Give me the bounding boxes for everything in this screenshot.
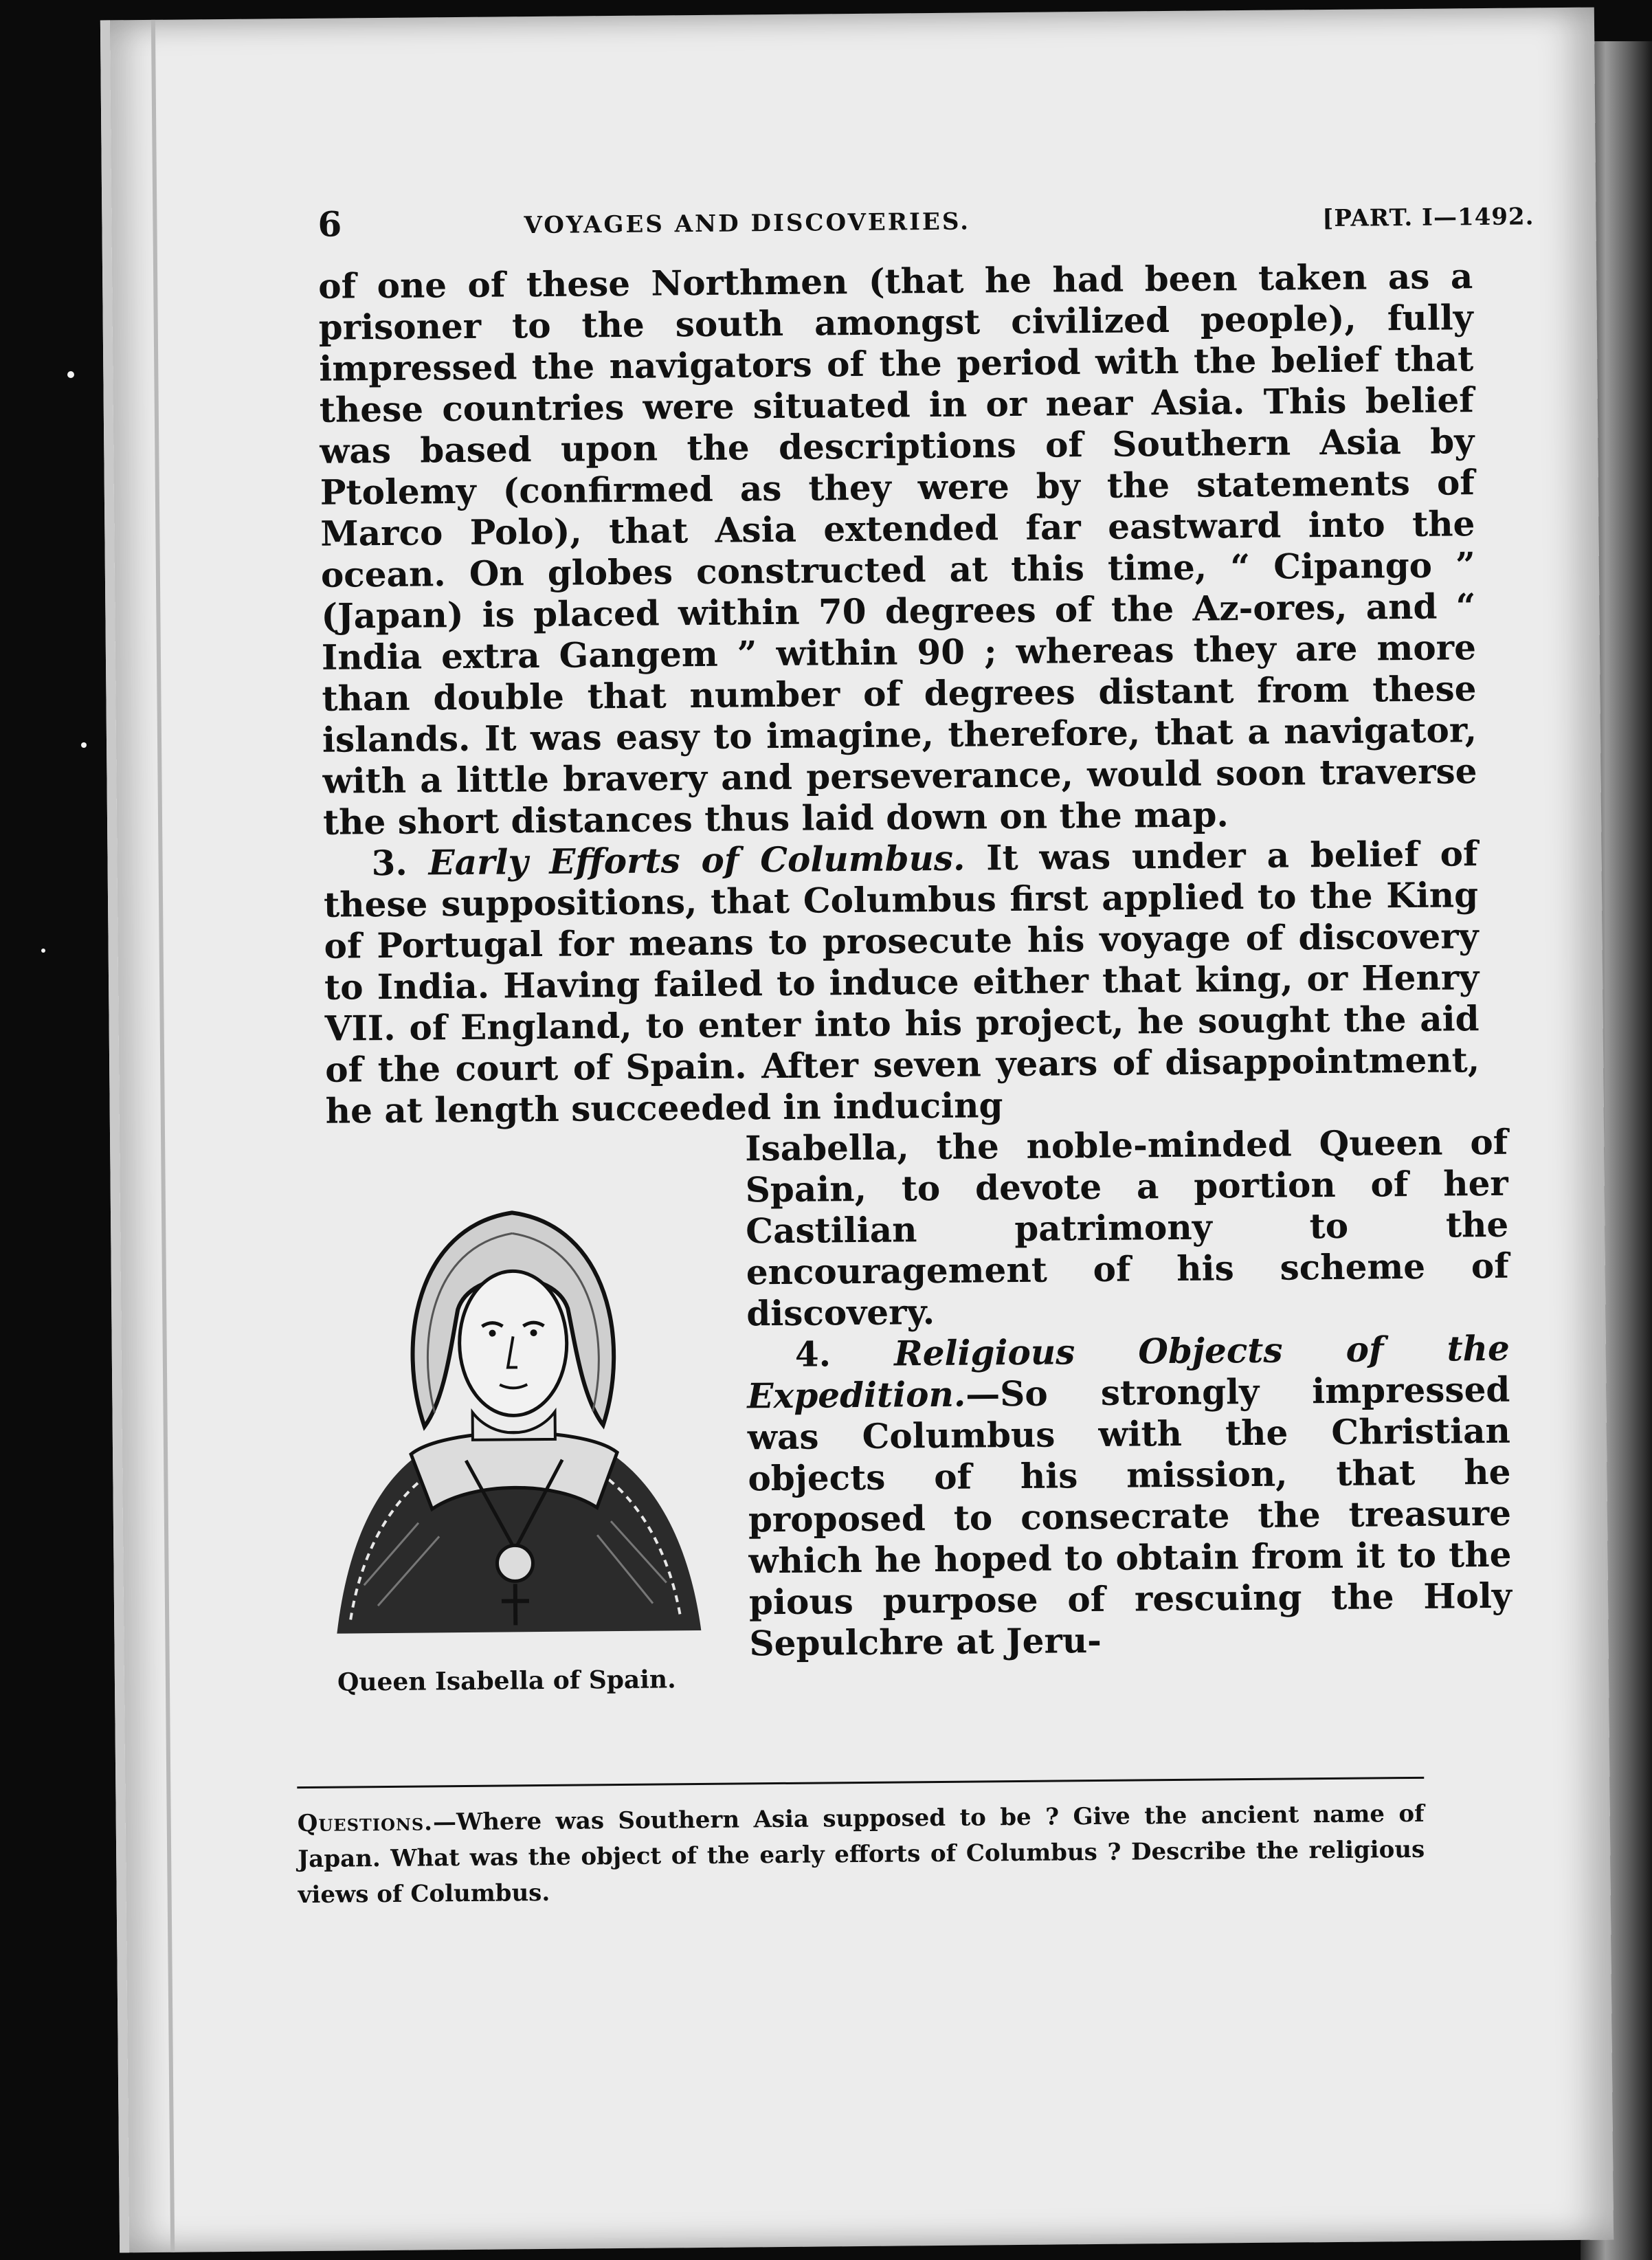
page-number: 6 [317, 203, 342, 245]
figure-area [326, 1121, 1513, 1723]
scan-speck [81, 742, 87, 748]
running-title: VOYAGES AND DISCOVERIES. [524, 208, 971, 240]
questions-text: —Where was Southern Asia supposed to be ? Give the ancient name of Japan. What was the object of the early efforts of Columbus ? Describe the religious views of Columbus. [298, 1799, 1425, 1909]
text-beside-figure [745, 1122, 1513, 1665]
portrait-figure [305, 1135, 750, 1716]
section-3-number: 3. [371, 842, 408, 884]
text-block [317, 194, 1534, 1723]
running-head [317, 194, 1534, 266]
scan-speck [41, 949, 45, 953]
figure-caption: Queen Isabella of Spain. [337, 1665, 676, 1697]
section-3-continuation: Isabella, the noble-minded Queen of Spain, to devote a portion of her Castilian patrimony to the encouragement of his scheme of discovery. [744, 1121, 1510, 1334]
section-3-text: It was under a belief of these suppositions, that Columbus first applied to the King of Portugal for means to prosecute his voyage of discovery to India. Having failed to induce either that king, or Henry VII. of England, to enter into his project, he sought the aid of the court of Spain. After seven years of disappointment, he at length succeeded in inducing [323, 833, 1480, 1131]
continued-paragraph: of one of these Northmen (that he had been taken as a prisoner to the south amongst civilized people), fully impressed the navigators of the period with the belief that these countries were situated in or near Asia. This belief was based upon the descriptions of Southern Asia by Ptolemy (confirmed as they were by the statements of Marco Polo), that Asia extended far eastward into the ocean. On globes constructed at this time, “ Cipango ” (Japan) is placed within 70 degrees of the Az-ores, and “ India extra Gangem ” within 90 ; whereas they are more than double that number of degrees distant from these islands. It was easy to imagine, therefore, that a navigator, with a little bravery and perseverance, would soon traverse the short distances thus laid down on the map. [317, 256, 1477, 843]
section-3-title: Early Efforts of Columbus. [428, 837, 965, 883]
scan-speck [67, 371, 74, 378]
section-4-text: —So strongly impressed was Columbus with the Christian objects of his mission, that he proposed to consecrate the treasure which he hoped to obtain from it to the pious purpose of rescuing the Holy Sepulchre at Jeru- [747, 1369, 1513, 1664]
book-page [100, 8, 1614, 2253]
section-4-number: 4. [794, 1333, 831, 1375]
footnote-rule [297, 1777, 1424, 1788]
section-4-paragraph [747, 1328, 1513, 1665]
page-edge [151, 20, 175, 2252]
questions-footnote [298, 1796, 1425, 1913]
section-3-paragraph [323, 833, 1480, 1132]
section-4-title: Religious Objects of the Expedition. [747, 1327, 1510, 1417]
questions-label: Questions. [297, 1808, 434, 1838]
queen-isabella-engraving-icon [305, 1135, 722, 1661]
running-part: [PART. I—1492. [1322, 203, 1534, 233]
